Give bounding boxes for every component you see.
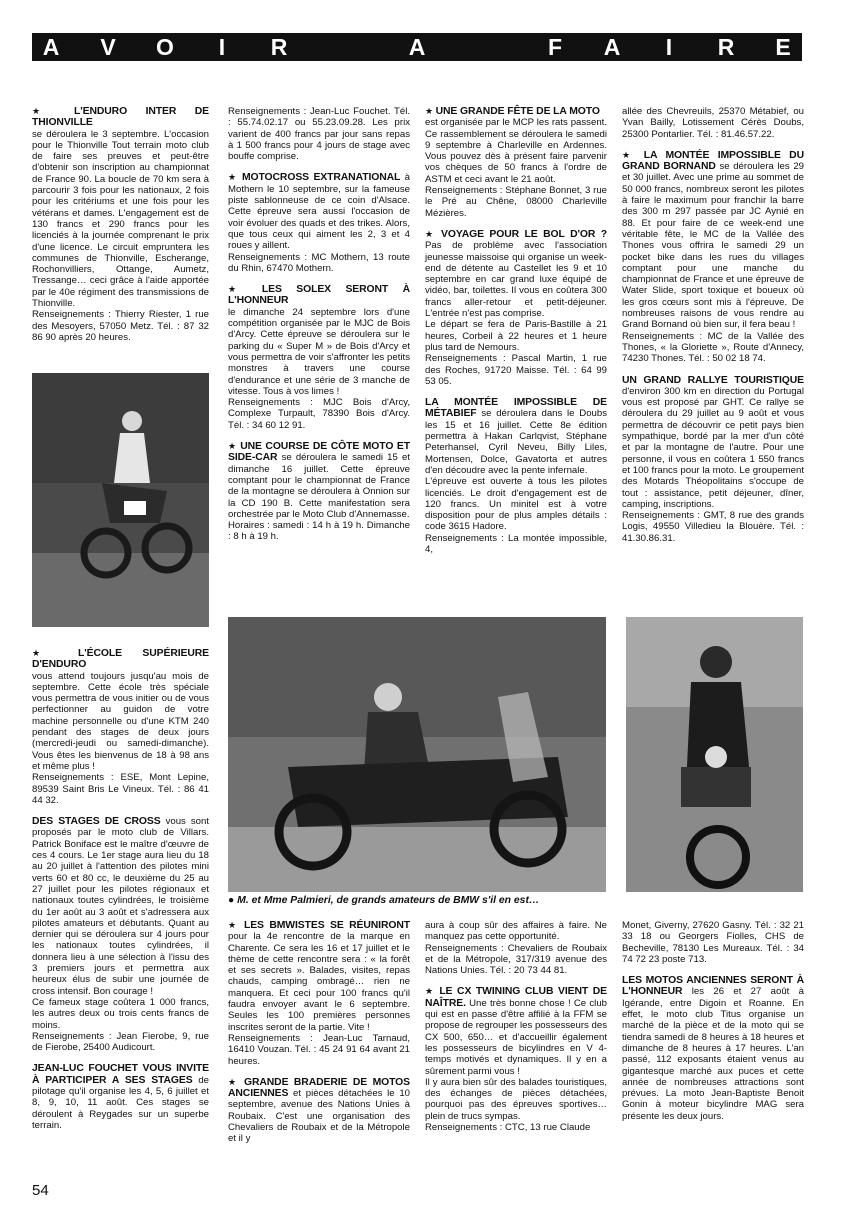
banner-letter: R: [270, 33, 288, 60]
page-number: 54: [32, 1182, 49, 1199]
article-braderie-cont: [425, 920, 607, 976]
article-course-cote: [228, 441, 410, 543]
article-title: LES MOTOS ANCIENNES SERONT À L'HONNEUR: [622, 975, 804, 998]
article-body: Renseignements : Jean-Luc Fouchet. Tél. : 55.74.02.17 ou 55.23.09.28. Les prix varient de 400 francs par jour sans repas à 1 500 francs pour 4 jours de stage avec bouffe comprise.: [228, 106, 410, 163]
article-body: d'environ 300 km en direction du Portugal vous est proposé par GHT. Ce rallye se déroulera du 29 juillet au 9 août et vous permettra de découvrir ce petit pays bien sympathique, bordé par la mer d'un côté et par la montagne de l'autre. Pour une personne, il vous en coûtera 1 550 francs et 100 francs pour la moto. Le groupement des Motards Théopolitains s'occupe de tout : assistance, petit déjeuner, dîner, camping, inscriptions.: [622, 385, 804, 510]
article-body: et pièces détachées le 10 septembre, avenue des Nations Unies à Roubaix. C'est une organisation des Chevaliers de Roubaix et de la Métropole et il y: [228, 1088, 410, 1145]
article-body: vous attend toujours jusqu'au mois de septembre. Cette école très spéciale vous permettra de vous initier ou de vous perfectionner au guidon de votre machine personnelle ou d'une KTM 240 pendant des stages de deux jours (mercredi-jeudi ou samedi-dimanche). Vous êtes les bienvenus de 18 à 98 ans et même plus !: [32, 670, 209, 772]
article-body: se déroulera les 29 et 30 juillet. Avec une prime au sommet de 50 000 francs, nombreux seront les pilotes à faire le maximum pour franchir la barre des 300 m 297 passée par JC Aynié en 88. Et pour faire de ce week-end une véritable fête, le MC de la Vallée des Thones vous offrira le samedi 29 un pocket bike dans les rues du villages comptant pour une manche du championnat de France et une épreuve de Water Slide, sport toxique et boueux où les gros cœurs sont mis à l'épreuve. De nombreuses raisons de vous rendre au Grand Bornand où bien sur, il fera beau !: [622, 161, 804, 331]
article-info: Horaires : samedi : 14 h à 19 h. Dimanche : 8 h à 19 h.: [228, 520, 410, 543]
article-cx-twining: [425, 986, 607, 1133]
article-bol-or: [425, 229, 607, 387]
star-icon: ★: [228, 172, 242, 183]
article-solex: [228, 284, 410, 431]
article-body: se déroulera dans le Doubs les 15 et 16 juillet. Cette 8e édition permettra à Hakan Carlqvist, Stéphane Peterhansel, Cyril Neveu, Billy Liles, Mortensen, Dolce, Gavatorta et autres d'en découdre avec la pente infernale.: [425, 408, 607, 476]
star-icon: ★: [228, 1076, 244, 1087]
article-title: UNE COURSE DE CÔTE MOTO ET SIDE-CAR: [228, 441, 410, 464]
article-body: Pas de problème avec l'association jeunesse maissoise qui organise un week-end de détente au Castellet les 9 et 10 septembre en car grand luxe équipé de vidéo, bar, toilettes. Il vous en coûtera 300 francs aller-retour et petit-déjeuner. L'entrée n'est pas comprise.: [425, 240, 607, 320]
article-body: le dimanche 24 septembre lors d'une compétition organisée par le MJC de Bois d'Arcy. Cette épreuve se déroulera sur le parking du « Super M » de Bois d'Arcy et vous permettra de voir s'affronter les petits monstres à travers une course d'endurance et une série de 3 manche de vitesse. Tous à vos limes !: [228, 306, 410, 397]
article-body: Il y aura bien sûr des balades touristiques, des échanges de pièces détachées, pourquoi pas des épreuves sportives… plein de trucs sympas.: [425, 1076, 607, 1122]
article-body: L'épreuve est ouverte à tous les pilotes licenciés. Le droit d'engagement est de 120 francs. Un minitel est à votre disposition pour de plus amples détails : code 3615 Hadore.: [425, 476, 607, 533]
article-info: Renseignements : Stéphane Bonnet, 3 rue le Pré au Chêne, 08000 Charleville Mézières.: [425, 185, 607, 219]
article-title: LA MONTÉE IMPOSSIBLE DU GRAND BORNAND: [622, 149, 804, 173]
article-braderie: [228, 1077, 410, 1145]
article-bmwistes: [228, 920, 410, 1067]
banner-letter: A: [408, 33, 426, 60]
article-info: Renseignements : MJC Bois d'Arcy, Complexe Turpault, 78390 Bois d'Arcy. Tél. : 34 60 12 91.: [228, 397, 410, 431]
bmw-couple-illustration: [228, 617, 606, 892]
article-cx-twining-cont: [622, 920, 804, 965]
article-body: à Mothern le 10 septembre, sur la fameuse piste sablonneuse de ce coin d'Alsace. Cette épreuve sera aussi l'occasion de voir évoluer des quads et des trikes. Alors, que tous ceux qui aiment les 2, 3 et 4 roues y aillent.: [228, 172, 410, 252]
article-motos-anciennes: [622, 975, 804, 1122]
article-motocross: [228, 172, 410, 274]
photo-woman-rider: [626, 617, 803, 892]
article-title: JEAN-LUC FOUCHET VOUS INVITE À PARTICIPER A SES STAGES: [32, 1063, 209, 1086]
star-icon: ★: [32, 106, 75, 116]
article-title: L'ENDURO INTER DE THIONVILLE: [32, 106, 209, 129]
banner-letter: R: [717, 33, 735, 60]
article-title: L'ÉCOLE SUPÉRIEURE D'ENDURO: [32, 648, 209, 671]
article-fouchet-cont: [228, 106, 410, 162]
article-title: UN GRAND RALLYE TOURISTIQUE: [622, 374, 804, 386]
article-title: MOTOCROSS EXTRANATIONAL: [241, 172, 401, 184]
woman-rider-illustration: [626, 617, 803, 892]
column-1-bottom: [32, 648, 209, 1141]
column-4-bottom: [622, 920, 804, 1132]
article-grand-bornand: [622, 150, 804, 365]
star-icon: ★: [425, 986, 440, 997]
article-title: DES STAGES DE CROSS: [32, 816, 161, 828]
article-ecole-enduro: [32, 648, 209, 806]
photo-bmw-couple: [228, 617, 606, 892]
article-title: GRANDE BRADERIE DE MOTOS ANCIENNES: [228, 1076, 410, 1100]
article-metabief: [425, 397, 607, 555]
star-icon: ★: [32, 648, 79, 658]
banner-letter: O: [156, 33, 174, 60]
article-title: LES SOLEX SERONT À L'HONNEUR: [228, 284, 410, 307]
column-3-bottom: [425, 920, 607, 1143]
banner-letter: A: [42, 33, 60, 60]
article-body: les 26 et 27 août à Igérande, entre Digoin et Roanne. En effet, le moto club Titus organise un marché de la pièce et de la moto qui se tiendra samedi de 8 heures à 18 heures et dimanche de 8 heures à 17 heures. L'an passé, 112 exposants étaient venus au gigantesque marché aux puces et cette année de nombreuses attractions sont prévues. La moto Jean-Baptiste Benoit Gonin à moteur bicylindre MAG sera présente les deux jours.: [622, 986, 804, 1122]
article-title: LA MONTÉE IMPOSSIBLE DE MÉTABIEF: [425, 397, 607, 420]
column-2-top: [228, 106, 410, 553]
article-info: Renseignements : Jean-Luc Tarnaud, 16410 Vouzan. Tél. : 45 24 91 64 avant 21 heures.: [228, 1032, 410, 1067]
star-icon: ★: [228, 920, 244, 930]
article-fete-moto: [425, 106, 607, 219]
column-1-top: [32, 106, 209, 353]
article-title: UNE GRANDE FÊTE DE LA MOTO: [435, 106, 600, 117]
photo-enduro-rider: [32, 373, 209, 627]
column-2-bottom: [228, 920, 410, 1155]
article-metabief-cont: [622, 106, 804, 140]
article-body: vous sont proposés par le moto club de Villars. Patrick Boniface est le maître d'œuvre de ces 4 cours. Le 1er stage aura lieu du 18 au 20 juillet à l'attention des pilotes mini verts 60 et 80 cc, le deuxième du 25 au 27 juillet pour les pilotes régionaux et nationaux toutes cylindrées, le troisième du 1er août au 3 août et s'adressera aux pilotes amateurs et débutants. Quant au dernier qui se déroulera sur 4 jours pour les nationaux toutes cylindrées, il donnera lieu à une sélection à l'issu des 3 premiers jours et permettra aux heureux élus de subir une journée de cross intensif. Bon courage !: [32, 816, 209, 997]
article-body: est organisée par le MCP les rats passent. Ce rassemblement se déroulera le samedi 9 septembre à Charleville en Ardennes. Vous pouvez dès à présent faire parvenir vos chèques de 50 francs à l'ordre de ASTM et ceci avant le 21 août.: [425, 117, 607, 185]
article-info: Renseignements : Thierry Riester, 1 rue des Mesoyers, 57050 Metz. Tél. : 87 32 86 90 après 20 heures.: [32, 309, 209, 343]
article-info: Renseignements : CTC, 13 rue Claude: [425, 1122, 591, 1134]
column-3-top: [425, 106, 607, 565]
article-info: Renseignements : MC de la Vallée des Thones, « la Gloriette », Route d'Annecy, 74230 Thones. Tél. : 50 02 18 74.: [622, 330, 804, 365]
article-enduro-thionville: [32, 106, 209, 343]
article-body: Le départ se fera de Paris-Bastille à 21 heures, Corbeil à 22 heures et 1 heure plus tard de Nemours.: [425, 319, 607, 353]
article-stages-cross: [32, 816, 209, 1053]
article-info: Renseignements : GMT, 8 rue des grands Logis, 49550 Villedieu la Blouère. Tél. : 41.30.86.31.: [622, 510, 804, 544]
article-info: Renseignements : Jean Fierobe, 9, rue de Fierobe, 25400 Audicourt.: [32, 1030, 209, 1054]
article-info: Renseignements : ESE, Mont Lepine, 89539 Saint Bris Le Vineux. Tél. : 86 41 44 32.: [32, 772, 209, 806]
banner-letter: F: [547, 33, 563, 60]
article-info: Renseignements : Pascal Martin, 1 rue des Roches, 91720 Maisse. Tél. : 64 99 53 05.: [425, 353, 607, 387]
banner-letter: A: [603, 33, 621, 60]
banner-letter: I: [665, 33, 673, 60]
star-icon: ★: [425, 106, 436, 116]
article-info: allée des Chevreuils, 25370 Métabief, ou Yvan Bailly, Lotissement Cérès Doubs, 25300 Pontarlier. Tél. : 81.46.57.22.: [622, 106, 804, 140]
star-icon: ★: [228, 441, 241, 452]
article-body: Ce fameux stage coûtera 1 000 francs, les autres deux ou trois cents francs de moins.: [32, 996, 209, 1031]
enduro-rider-illustration: [32, 373, 209, 627]
banner-letter: V: [100, 33, 116, 60]
banner-letter: E: [775, 33, 791, 60]
banner-letter: I: [218, 33, 226, 60]
star-icon: ★: [622, 149, 644, 160]
section-banner: [32, 33, 802, 61]
article-fouchet: [32, 1063, 209, 1131]
article-info: Renseignements : Chevaliers de Roubaix et de la Métropole, 317/319 avenue des Nations Unies. Tél. : 20 73 44 81.: [425, 942, 607, 977]
article-body: se déroulera le 3 septembre. L'occasion pour le Thionville Tout terrain moto club de faire ses preuves et peut-être d'obtenir son inscription au championnat de France 90. La boucle de 70 km sera à parcourir 3 fois pour les nationaux, 2 fois pour les critériums et une fois pour les vétérans et dames. L'engagement est de 130 francs et 290 francs pour les licenciés à la journée comprenant le prix d'une licence. Le circuit empruntera les communes de Thionville, Escherange, Rochonvilliers, Ottange, Aumetz, Tressange… ceci grâce à l'aide apportée par le 40e régiment des transmissions de Thionville.: [32, 128, 209, 310]
article-title: LE CX TWINING CLUB VIENT DE NAÎTRE.: [425, 986, 607, 1009]
article-title: LES BMWISTES SE RÉUNIRONT: [243, 920, 410, 931]
article-body: Une très bonne chose ! Ce club qui est en passe d'être affilié à la FFM se propose de regrouper les possesseurs des CX 500, 650… et d'accueillir également les possesseurs de bicylindres en V 4-temps motivés et dynamiques. Il y en a sûrement parmi vous !: [425, 997, 607, 1077]
article-info: Monet, Giverny, 27620 Gasny. Tél. : 32 21 33 18 ou Georgers Fiolles, CHS de Becheville, 78130 Les Mureaux. Tél. : 34 74 72 23 poste 713.: [622, 920, 804, 965]
article-body: pour la 4e rencontre de la marque en Charente. Ce sera les 16 et 17 juillet et le thème de cette rencontre sera : « la forêt et ses secrets ». Balades, visites, repas chauds, camping ombragé… rien ne manquera. Et ceci pour 100 francs qu'il faudra envoyer avant le 6 septembre. Seules les 100 premières personnes inscrites seront de la partie. Vite !: [228, 931, 410, 1033]
article-title: VOYAGE POUR LE BOL D'OR ?: [441, 228, 607, 240]
article-rallye: [622, 375, 804, 544]
article-info: Renseignements : MC Mothern, 13 route du Rhin, 67470 Mothern.: [228, 251, 410, 274]
article-body: se déroulera le samedi 15 et dimanche 16 juillet. Cette épreuve comptant pour le championnat de France de la montagne se déroulera à Onnion sur la CD 190 B. Cette manifestation sera orchestrée par le Moto Club d'Annemasse.: [228, 452, 410, 520]
article-info: Renseignements : La montée impossible, 4,: [425, 532, 607, 555]
star-icon: ★: [425, 228, 442, 239]
star-icon: ★: [228, 284, 262, 295]
photo-caption: ● M. et Mme Palmieri, de grands amateurs de BMW s'il en est…: [228, 895, 540, 906]
article-body: de pilotage qu'il organise les 4, 5, 6 juillet et 8, 9, 10, 11 août. Ces stages se déroulent à Reygades sur un superbe terrain.: [32, 1074, 209, 1131]
article-body: aura à coup sûr des affaires à faire. Ne manquez pas cette opportunité.: [425, 920, 607, 943]
column-4-top: [622, 106, 804, 554]
